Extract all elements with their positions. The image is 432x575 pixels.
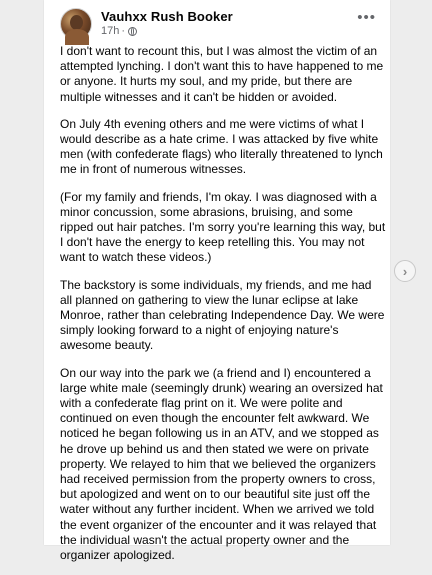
meta-separator: · (121, 25, 126, 37)
post-paragraph: On our way into the park we (a friend and I) encountered a large white male (seemingly drunk) wearing an oversized hat with a confederate flag print on it. We were polite and continued on even though the encounter felt awkward. We noticed he began following us in an ATV, and we stopped as he drove up behind us and then stated we were on private property. We relayed to him that we believed the organizers had received permission from the property owners to cross, but apologized and went on to our beautiful site just off the water without any further incident. When we arrived we told the event organizer of the encounter and it was relayed that the individual wasn't the actual property owner and the organizer apologized. (60, 365, 383, 563)
carousel-next-button[interactable] (394, 260, 416, 282)
post-meta (101, 25, 137, 37)
post-paragraph: On July 4th evening others and me were victims of what I would describe as a hate crime. I was attacked by five white men (with confederate flags) who literally threatened to lynch me in front of numerous witnesses. (60, 116, 383, 177)
avatar-body (65, 29, 89, 45)
avatar-face (70, 15, 83, 30)
author-avatar[interactable] (60, 8, 92, 40)
post-timestamp[interactable]: 17h (101, 25, 120, 37)
chevron-right-icon: › (402, 263, 408, 279)
post-card (44, 0, 390, 563)
post-paragraph: I don't want to recount this, but I was almost the victim of an attempted lynching. I don't want this to have happened to me or anyone. It hurts my soul, and my pride, but there are multiple witnesses and it can't be hidden or avoided. (60, 44, 384, 104)
more-options-icon[interactable]: ••• (357, 9, 376, 26)
post-paragraph: The backstory is some individuals, my friends, and me had all planned on gathering to view the lunar eclipse at lake Monroe, rather than celebrating Independence Day. We were simply looking forward to a night of enjoying nature's awesome beauty. (60, 277, 385, 353)
post-header (60, 8, 380, 40)
author-name[interactable]: Vauhxx Rush Booker (101, 9, 233, 24)
post-paragraph: (For my family and friends, I'm okay. I was diagnosed with a minor concussion, some abrasions, bruising, and some ripped out hair patches. I'm sorry you're learning this way, but I don't have the energy to keep retelling this. You may not want to watch these videos.) (60, 189, 386, 265)
post-text (60, 44, 386, 575)
globe-icon (128, 27, 137, 36)
